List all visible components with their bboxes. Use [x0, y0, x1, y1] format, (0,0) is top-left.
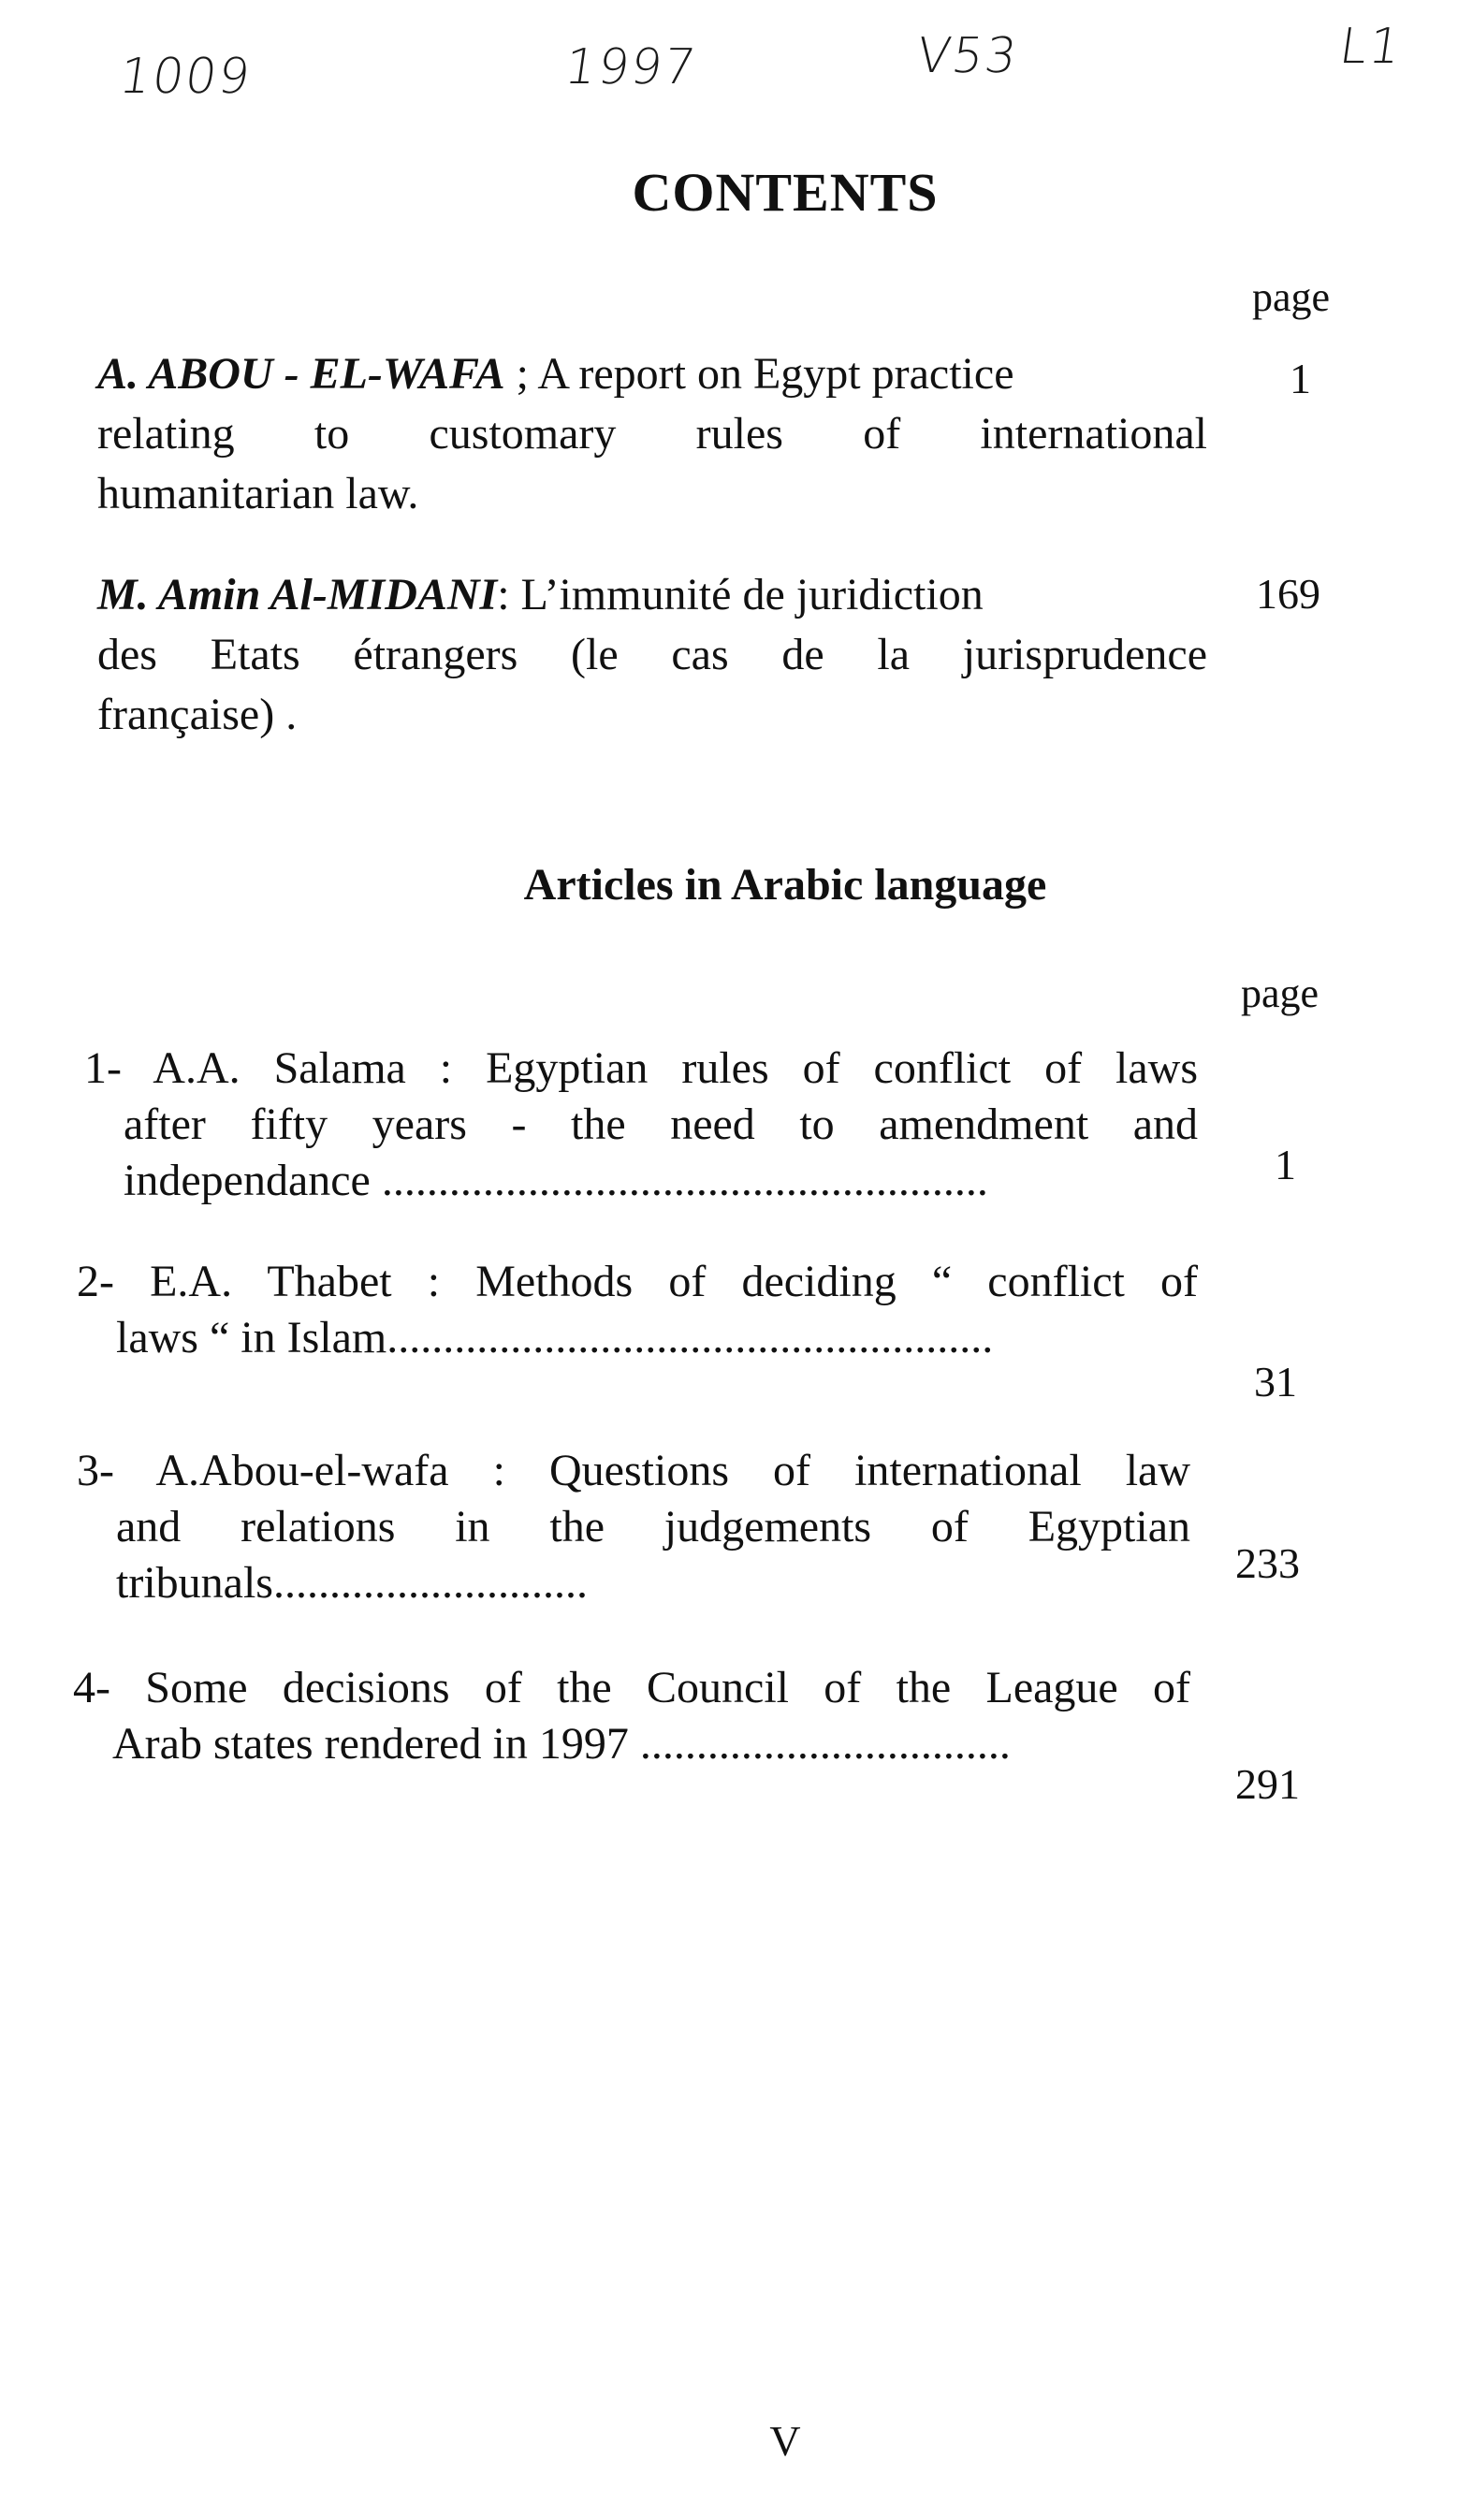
entry-title-part: : L’immunité de juridiction: [497, 570, 984, 619]
article-page-number: 31: [1254, 1358, 1297, 1406]
article-line: 3- A.Abou-el-wafa : Questions of international law: [77, 1446, 1190, 1495]
section-title: Articles in Arabic language: [523, 860, 1047, 910]
entry-page-number: 1: [1290, 355, 1311, 402]
entry-author: M. Amin Al-MIDANI: [97, 570, 498, 619]
entry-page-number: 169: [1256, 570, 1320, 618]
article-line: Arab states rendered in 1997 .................................: [112, 1719, 1011, 1769]
entry-line: relating to customary rules of international: [97, 409, 1207, 459]
article-entry: [73, 1660, 1190, 1772]
article-entry: [84, 1041, 1198, 1209]
article-page-number: 1: [1275, 1141, 1296, 1188]
article-line: independance ......................................................: [124, 1156, 988, 1205]
article-entry: [77, 1443, 1190, 1611]
handwritten-annotation-2: 1997: [561, 39, 701, 95]
entry-line: française) .: [97, 690, 298, 739]
article-line: after fifty years - the need to amendment and: [124, 1100, 1198, 1149]
article-entry: [77, 1254, 1198, 1366]
entry-first-line: [97, 565, 1207, 625]
article-page-number: 233: [1235, 1539, 1300, 1587]
article-line: 2- E.A. Thabet : Methods of deciding “ conflict of: [77, 1257, 1198, 1306]
page-column-label: page: [1241, 970, 1319, 1016]
handwritten-annotation-4: L1: [1335, 19, 1407, 75]
entry-author: A. ABOU - EL-WAFA: [97, 349, 505, 399]
entry-title-part: ; A report on Egypt practice: [504, 349, 1014, 399]
page-folio: V: [769, 2417, 801, 2465]
page-title: CONTENTS: [632, 162, 939, 223]
entry-line: des Etats étrangers (le cas de la jurisprudence: [97, 630, 1207, 679]
entry-line: humanitarian law.: [97, 469, 419, 518]
article-line: 4- Some decisions of the Council of the League of: [73, 1663, 1190, 1712]
article-line: laws “ in Islam......................................................: [116, 1313, 994, 1362]
page-column-label: page: [1252, 274, 1331, 320]
article-line: and relations in the judgements of Egyptian: [116, 1502, 1190, 1551]
entry-first-line: [97, 344, 1207, 404]
handwritten-annotation-1: 1009: [115, 49, 255, 105]
article-line: tribunals............................: [116, 1558, 588, 1608]
handwritten-annotation-3: V53: [912, 28, 1022, 84]
article-line: 1- A.A. Salama : Egyptian rules of conflict of laws: [84, 1043, 1198, 1093]
contents-entry: [97, 565, 1207, 745]
contents-entry: [97, 344, 1207, 524]
article-page-number: 291: [1235, 1760, 1300, 1808]
